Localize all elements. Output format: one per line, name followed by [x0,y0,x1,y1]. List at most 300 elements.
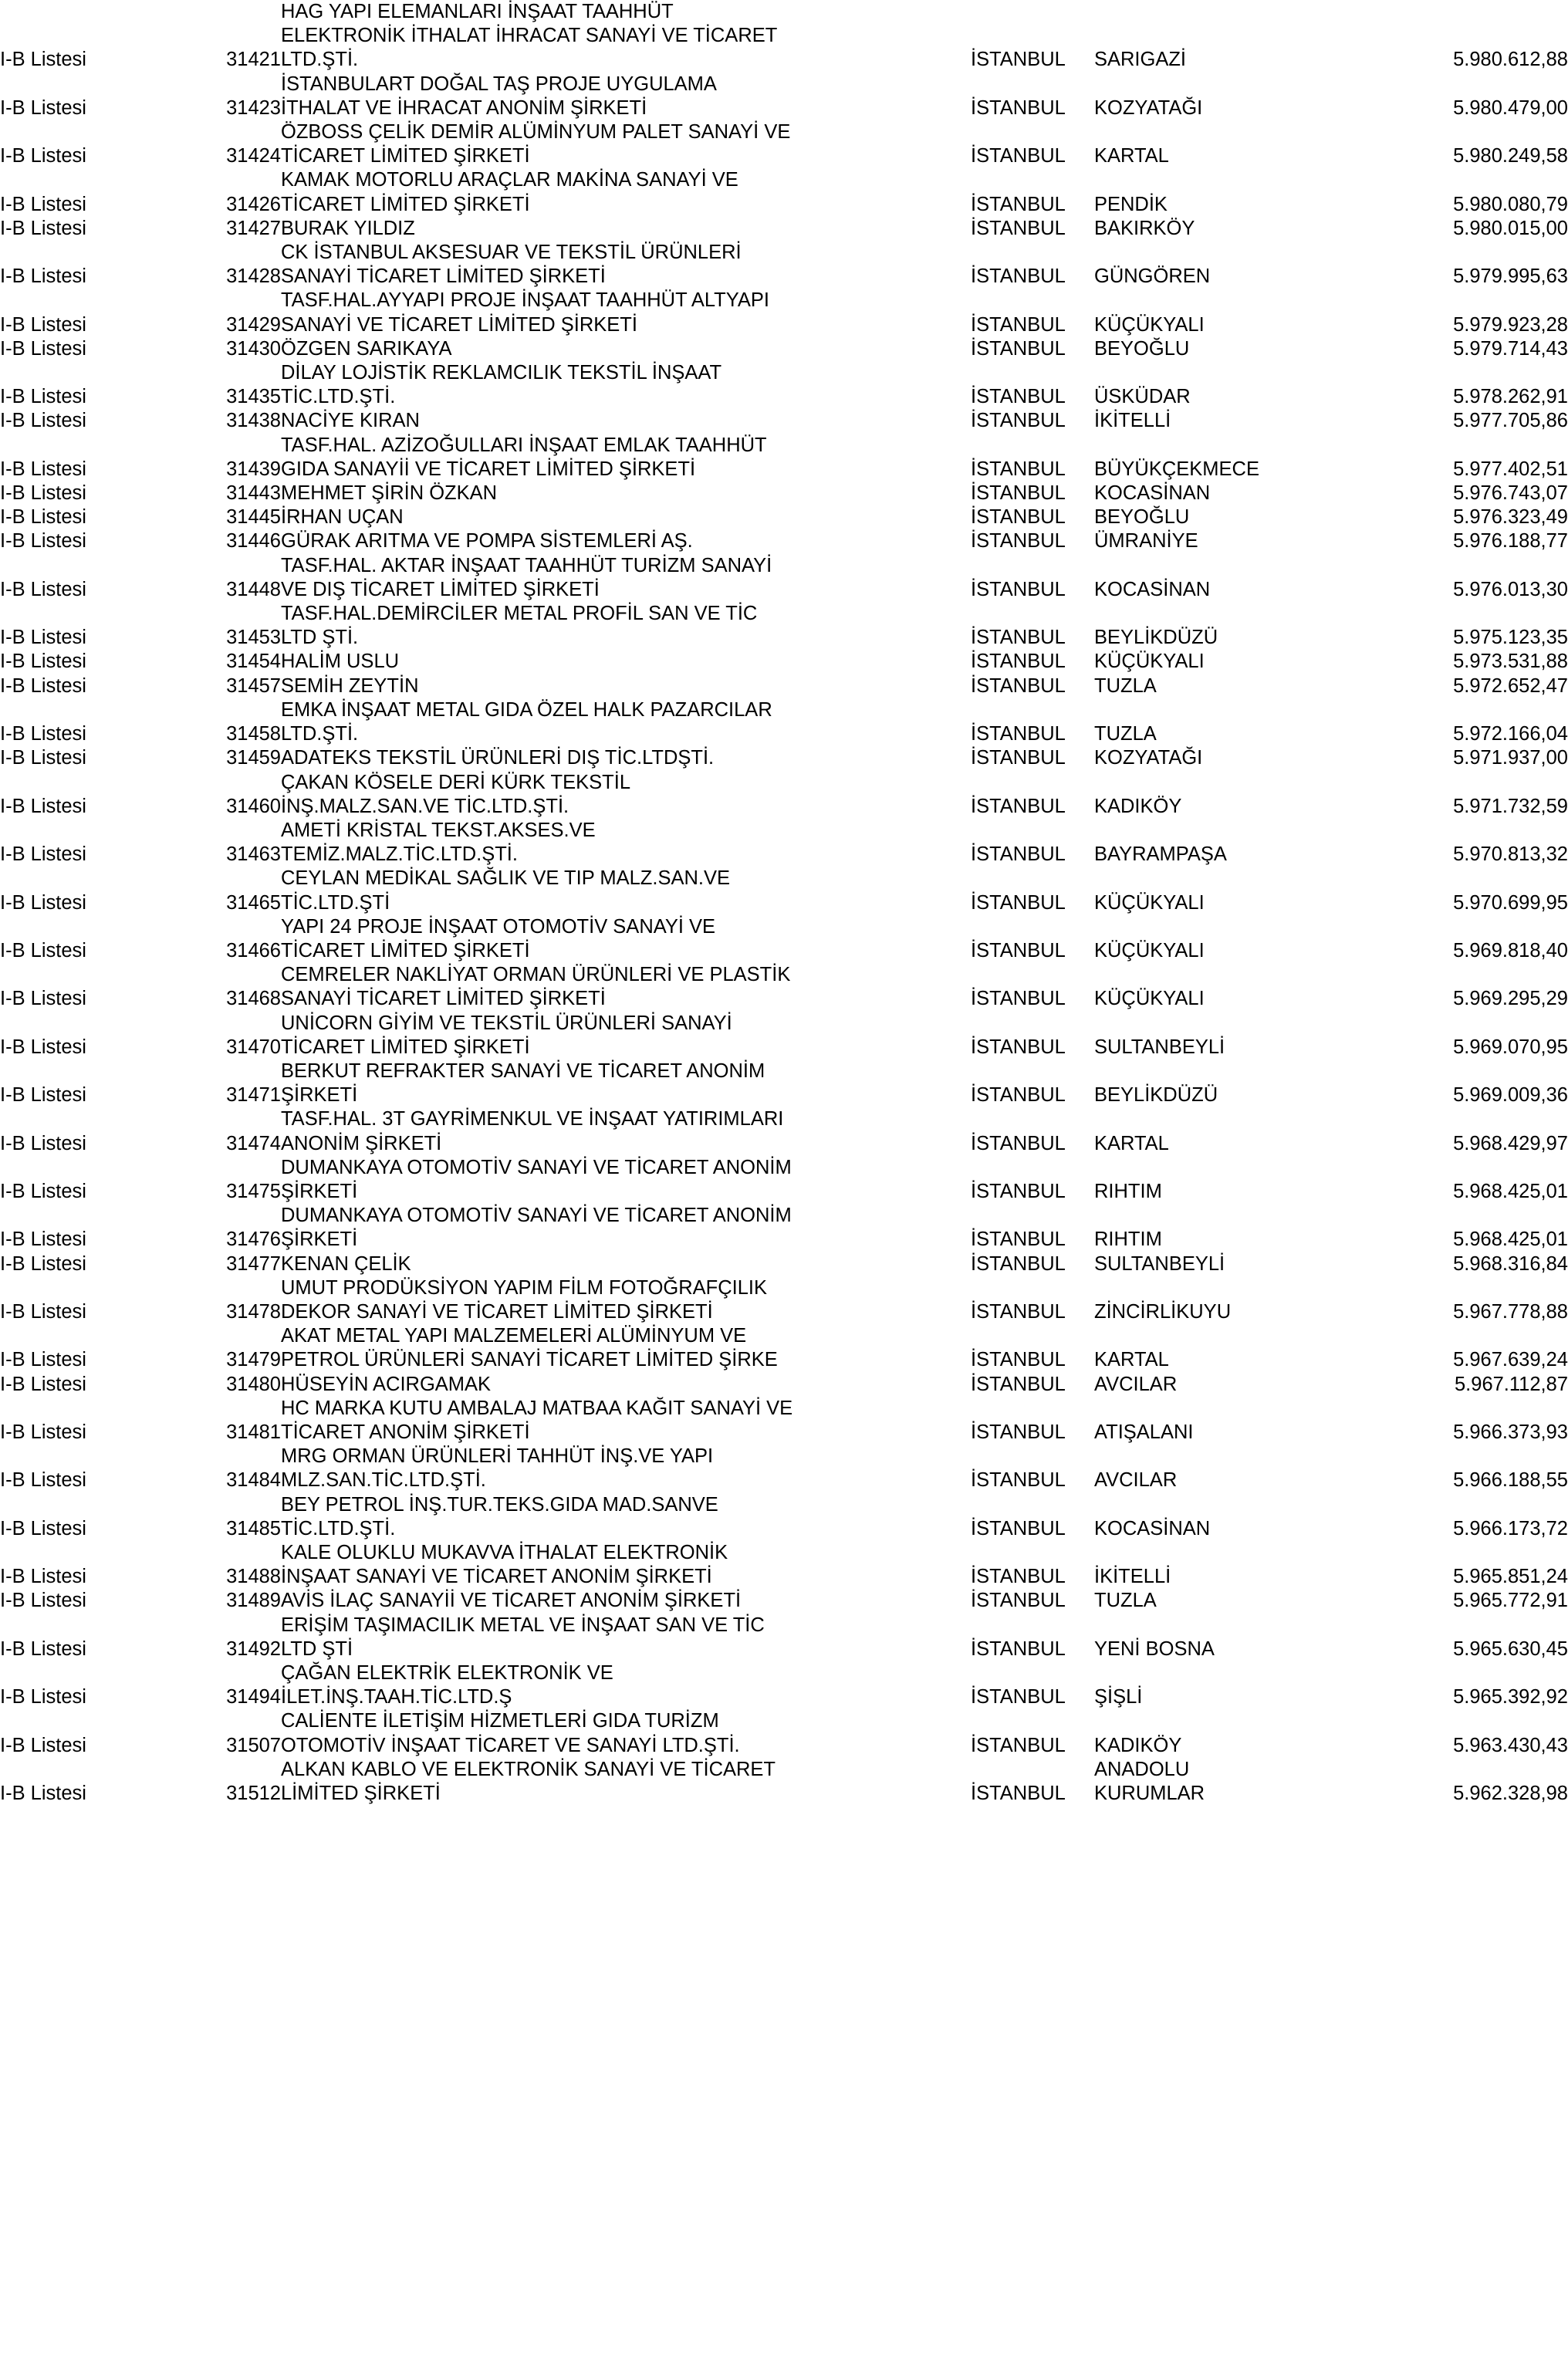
cell-tax-office: KARTAL [1094,1132,1169,1154]
company-name-lines [281,1614,971,1661]
table-row [0,1758,1568,1806]
company-name-line: TİC.LTD.ŞTİ. [281,386,396,408]
cell-tax-office: KARTAL [1094,145,1169,167]
cell-city: İSTANBUL [971,795,1066,817]
cell-tax-office: KÜÇÜKYALI [1094,891,1205,914]
cell-tax-office: BAYRAMPAŞA [1094,843,1227,866]
cell-tax-office: BAKIRKÖY [1094,217,1195,239]
cell-record-no: 31466 [226,939,281,962]
cell-tax-office: RIHTIM [1094,1180,1162,1202]
cell-record-no: 31463 [226,843,281,866]
cell-company-name [281,409,971,433]
company-name-line: LİMİTED ŞİRKETİ [281,1783,441,1805]
company-name-lines [281,529,971,553]
cell-list-type: I-B Listesi [0,1036,86,1058]
cell-list-type: I-B Listesi [0,1132,86,1154]
company-name-lines [281,746,971,770]
company-name-lines [281,1204,971,1252]
cell-amount: 5.969.009,36 [1453,1084,1568,1107]
company-name-line: OTOMOTİV İNŞAAT TİCARET VE SANAYİ LTD.ŞTİ. [281,1734,740,1756]
cell-city: İSTANBUL [971,723,1066,745]
cell-amount: 5.968.425,01 [1453,1180,1568,1202]
cell-company-name [281,289,971,336]
company-name-line: GIDA SANAYİİ VE TİCARET LİMİTED ŞİRKETİ [281,458,696,480]
table-row [0,289,1568,336]
cell-tax-office: ŞİŞLİ [1094,1686,1143,1708]
cell-list-type: I-B Listesi [0,410,86,432]
cell-record-no: 31494 [226,1686,281,1708]
cell-company-name [281,1012,971,1060]
company-name-lines [281,1541,971,1589]
cell-record-no: 31457 [226,674,281,697]
table-row [0,1373,1568,1397]
company-name-line: MLZ.SAN.TİC.LTD.ŞTİ. [281,1469,486,1492]
cell-company-name [281,1661,971,1709]
cell-record-no: 31478 [226,1300,281,1323]
cell-list-type: I-B Listesi [0,530,86,553]
company-name-lines [281,120,971,168]
cell-record-no: 31430 [226,337,281,360]
cell-record-no: 31435 [226,386,281,408]
company-name-line: NACİYE KIRAN [281,410,420,432]
cell-record-no: 31445 [226,506,281,529]
cell-list-type: I-B Listesi [0,674,86,697]
table-row [0,529,1568,553]
company-name-lines [281,963,971,1011]
cell-company-name [281,674,971,698]
cell-company-name [281,698,971,746]
cell-list-type: I-B Listesi [0,96,86,119]
cell-city: İSTANBUL [971,891,1066,914]
cell-city: İSTANBUL [971,1517,1066,1539]
cell-amount: 5.979.995,63 [1453,265,1568,288]
cell-company-name [281,1541,971,1589]
cell-tax-office: SULTANBEYLİ [1094,1252,1225,1275]
cell-record-no: 31460 [226,795,281,817]
company-name-line: SANAYİ TİCARET LİMİTED ŞİRKETİ [281,265,606,288]
table-row [0,168,1568,216]
cell-record-no: 31428 [226,265,281,288]
cell-company-name [281,1709,971,1757]
cell-city: İSTANBUL [971,1252,1066,1275]
cell-amount: 5.980.249,58 [1453,145,1568,167]
company-name-line: ÇAĞAN ELEKTRİK ELEKTRONİK VE [281,1662,613,1685]
company-name-lines [281,867,971,914]
cell-amount: 5.969.070,95 [1453,1036,1568,1058]
cell-company-name [281,1614,971,1661]
company-name-line: UNİCORN GİYİM VE TEKSTİL ÜRÜNLERİ SANAYİ [281,1012,732,1034]
table-row [0,771,1568,819]
company-name-lines [281,1012,971,1060]
company-name-line: VE DIŞ TİCARET LİMİTED ŞİRKETİ [281,578,600,600]
cell-amount: 5.967.112,87 [1455,1373,1568,1395]
company-name-line: KAMAK MOTORLU ARAÇLAR MAKİNA SANAYİ VE [281,169,738,191]
company-name-lines [281,1276,971,1324]
company-name-line: İNŞ.MALZ.SAN.VE TİC.LTD.ŞTİ. [281,795,569,817]
cell-tax-office: TUZLA [1094,1590,1157,1612]
company-name-line: UMUT PRODÜKSİYON YAPIM FİLM FOTOĞRAFÇILIK [281,1276,768,1299]
company-name-line: EMKA İNŞAAT METAL GIDA ÖZEL HALK PAZARCILAR [281,698,772,721]
cell-company-name [281,529,971,553]
table-row [0,1493,1568,1541]
company-name-lines [281,434,971,482]
cell-city: İSTANBUL [971,1349,1066,1371]
cell-list-type: I-B Listesi [0,651,86,673]
table-row [0,650,1568,674]
table-row [0,602,1568,650]
cell-list-type: I-B Listesi [0,265,86,288]
cell-city: İSTANBUL [971,1132,1066,1154]
company-name-line: TİC.LTD.ŞTİ [281,891,390,914]
cell-record-no: 31512 [226,1783,281,1805]
company-name-line: TASF.HAL. AKTAR İNŞAAT TAAHHÜT TURİZM SANAYİ [281,554,772,576]
cell-city: İSTANBUL [971,49,1066,71]
cell-city: İSTANBUL [971,747,1066,769]
cell-company-name [281,650,971,674]
cell-tax-office: RIHTIM [1094,1229,1162,1251]
company-name-line: ANONİM ŞİRKETİ [281,1132,442,1154]
cell-record-no: 31454 [226,651,281,673]
cell-record-no: 31485 [226,1517,281,1539]
company-name-line: ÇAKAN KÖSELE DERİ KÜRK TEKSTİL [281,771,630,793]
company-name-line: TİCARET LİMİTED ŞİRKETİ [281,193,530,215]
table-row [0,674,1568,698]
cell-company-name [281,241,971,289]
cell-city: İSTANBUL [971,988,1066,1010]
company-name-line: DİLAY LOJİSTİK REKLAMCILIK TEKSTİL İNŞAAT [281,362,722,384]
cell-record-no: 31470 [226,1036,281,1058]
cell-amount: 5.980.479,00 [1453,96,1568,119]
cell-city: İSTANBUL [971,1469,1066,1492]
company-name-lines [281,650,971,674]
cell-tax-office: SULTANBEYLİ [1094,1036,1225,1058]
cell-city: İSTANBUL [971,482,1066,505]
company-name-lines [281,1252,971,1276]
table-row [0,337,1568,361]
cell-tax-office: KÜÇÜKYALI [1094,988,1205,1010]
cell-city: İSTANBUL [971,1300,1066,1323]
company-name-lines [281,674,971,698]
cell-company-name [281,482,971,505]
table-row [0,434,1568,482]
company-name-line: CEMRELER NAKLİYAT ORMAN ÜRÜNLERİ VE PLASTİK [281,964,791,986]
cell-tax-office: KADIKÖY [1094,795,1182,817]
table-row [0,505,1568,529]
cell-city: İSTANBUL [971,506,1066,529]
cell-list-type: I-B Listesi [0,313,86,336]
table-row [0,1012,1568,1060]
cell-list-type: I-B Listesi [0,1783,86,1805]
table-row [0,1107,1568,1155]
cell-company-name [281,168,971,216]
cell-city: İSTANBUL [971,1373,1066,1395]
cell-city: İSTANBUL [971,939,1066,962]
cell-company-name [281,1445,971,1492]
cell-tax-office: KÜÇÜKYALI [1094,313,1205,336]
company-name-line: ŞİRKETİ [281,1229,358,1251]
company-name-line: ÖZGEN SARIKAYA [281,337,452,360]
company-name-line: TİCARET LİMİTED ŞİRKETİ [281,1036,530,1058]
cell-tax-office: KOCASİNAN [1094,578,1211,600]
table-row [0,1541,1568,1589]
cell-company-name [281,746,971,770]
table-row [0,1156,1568,1204]
cell-company-name [281,771,971,819]
cell-company-name [281,867,971,914]
cell-city: İSTANBUL [971,674,1066,697]
cell-city: İSTANBUL [971,1590,1066,1612]
cell-record-no: 31507 [226,1734,281,1756]
cell-record-no: 31465 [226,891,281,914]
cell-record-no: 31481 [226,1421,281,1443]
company-name-lines [281,337,971,361]
cell-tax-office: KARTAL [1094,1349,1169,1371]
cell-city: İSTANBUL [971,458,1066,480]
cell-tax-office: TUZLA [1094,674,1157,697]
cell-city: İSTANBUL [971,578,1066,600]
table-row [0,409,1568,433]
company-name-line: CALİENTE İLETİŞİM HİZMETLERİ GIDA TURİZM [281,1710,719,1732]
company-name-line: HALİM USLU [281,651,400,673]
cell-list-type: I-B Listesi [0,482,86,505]
cell-list-type: I-B Listesi [0,386,86,408]
cell-record-no: 31468 [226,988,281,1010]
company-name-lines [281,602,971,650]
tax-office-lines [1094,1758,1340,1806]
cell-tax-office: KOCASİNAN [1094,482,1211,505]
table-row [0,746,1568,770]
company-name-line: ADATEKS TEKSTİL ÜRÜNLERİ DIŞ TİC.LTDŞTİ. [281,747,715,769]
cell-city: İSTANBUL [971,1566,1066,1588]
cell-city: İSTANBUL [971,313,1066,336]
cell-city: İSTANBUL [971,1229,1066,1251]
cell-record-no: 31443 [226,482,281,505]
table-row [0,963,1568,1011]
cell-tax-office: BEYOĞLU [1094,506,1190,529]
company-name-line: ALKAN KABLO VE ELEKTRONİK SANAYİ VE TİCARET [281,1758,776,1780]
cell-tax-office: BEYLİKDÜZÜ [1094,1084,1218,1107]
cell-tax-office: BEYLİKDÜZÜ [1094,627,1218,649]
company-name-line: SANAYİ TİCARET LİMİTED ŞİRKETİ [281,988,606,1010]
cell-company-name [281,1156,971,1204]
company-name-line: TEMİZ.MALZ.TİC.LTD.ŞTİ. [281,843,518,866]
table-row [0,698,1568,746]
cell-record-no: 31489 [226,1590,281,1612]
company-name-line: PETROL ÜRÜNLERİ SANAYİ TİCARET LİMİTED ŞİRKE [281,1349,778,1371]
cell-tax-office: YENİ BOSNA [1094,1637,1215,1660]
cell-company-name [281,1276,971,1324]
cell-company-name [281,505,971,529]
cell-amount: 5.977.705,86 [1453,410,1568,432]
cell-record-no: 31488 [226,1566,281,1588]
company-name-lines [281,1493,971,1541]
company-name-line: TİCARET LİMİTED ŞİRKETİ [281,145,530,167]
company-name-line: ERİŞİM TAŞIMACILIK METAL VE İNŞAAT SAN VE TİC [281,1614,765,1636]
table-row [0,1276,1568,1324]
company-name-lines [281,1324,971,1372]
table-row [0,1589,1568,1613]
cell-amount: 5.980.612,88 [1453,49,1568,71]
cell-company-name [281,819,971,867]
cell-amount: 5.967.778,88 [1453,1300,1568,1323]
cell-tax-office: AVCILAR [1094,1469,1178,1492]
cell-amount: 5.969.818,40 [1453,939,1568,962]
cell-record-no: 31448 [226,578,281,600]
cell-amount: 5.976.323,49 [1453,506,1568,529]
cell-amount: 5.965.630,45 [1453,1637,1568,1660]
company-name-lines [281,1445,971,1492]
cell-amount: 5.968.425,01 [1453,1229,1568,1251]
cell-tax-office: GÜNGÖREN [1094,265,1211,288]
company-name-line: SEMİH ZEYTİN [281,674,419,697]
company-name-lines [281,1709,971,1757]
cell-tax-office [1094,1758,1340,1806]
cell-list-type: I-B Listesi [0,337,86,360]
cell-city: İSTANBUL [971,530,1066,553]
cell-tax-office: BEYOĞLU [1094,337,1190,360]
cell-amount: 5.967.639,24 [1453,1349,1568,1371]
cell-list-type: I-B Listesi [0,1421,86,1443]
cell-list-type: I-B Listesi [0,1734,86,1756]
company-name-lines [281,73,971,120]
table-row [0,1397,1568,1445]
company-name-line: TİCARET ANONİM ŞİRKETİ [281,1421,530,1443]
cell-tax-office: ZİNCİRLİKUYU [1094,1300,1232,1323]
cell-record-no: 31476 [226,1229,281,1251]
table-row [0,1204,1568,1252]
cell-company-name [281,120,971,168]
table-row [0,0,1568,73]
cell-city: İSTANBUL [971,217,1066,239]
company-name-line: HAG YAPI ELEMANLARI İNŞAAT TAAHHÜT [281,1,674,22]
cell-list-type: I-B Listesi [0,1373,86,1395]
cell-list-type: I-B Listesi [0,988,86,1010]
cell-list-type: I-B Listesi [0,217,86,239]
cell-record-no: 31427 [226,217,281,239]
company-name-line: CEYLAN MEDİKAL SAĞLIK VE TIP MALZ.SAN.VE [281,867,730,890]
cell-company-name [281,0,971,73]
company-name-lines [281,1589,971,1613]
cell-city: İSTANBUL [971,1686,1066,1708]
cell-record-no: 31458 [226,723,281,745]
company-name-line: ÖZBOSS ÇELİK DEMİR ALÜMİNYUM PALET SANAYİ VE [281,121,791,144]
company-name-line: İNŞAAT SANAYİ VE TİCARET ANONİM ŞİRKETİ [281,1566,712,1588]
company-name-line: LTD ŞTİ [281,1637,353,1660]
cell-company-name [281,1252,971,1276]
company-name-line: HÜSEYİN ACIRGAMAK [281,1373,492,1395]
cell-city: İSTANBUL [971,193,1066,215]
company-name-line: LTD ŞTİ. [281,627,359,649]
cell-list-type: I-B Listesi [0,747,86,769]
company-name-lines [281,482,971,505]
cell-amount: 5.972.652,47 [1453,674,1568,697]
cell-city: İSTANBUL [971,410,1066,432]
cell-list-type: I-B Listesi [0,1252,86,1275]
cell-list-type: I-B Listesi [0,1517,86,1539]
cell-record-no: 31429 [226,313,281,336]
company-name-line: LTD.ŞTİ. [281,723,359,745]
cell-city: İSTANBUL [971,651,1066,673]
table-row [0,241,1568,289]
cell-list-type: I-B Listesi [0,1349,86,1371]
cell-list-type: I-B Listesi [0,1229,86,1251]
table-row [0,361,1568,409]
cell-city: İSTANBUL [971,1421,1066,1443]
cell-record-no: 31421 [226,49,281,71]
company-name-line: TASF.HAL. AZİZOĞULLARI İNŞAAT EMLAK TAAHHÜT [281,434,767,456]
tax-office-line: ANADOLU [1094,1758,1190,1780]
company-name-lines [281,168,971,216]
cell-city: İSTANBUL [971,337,1066,360]
company-name-line: BERKUT REFRAKTER SANAYİ VE TİCARET ANONİM [281,1060,765,1082]
cell-list-type: I-B Listesi [0,891,86,914]
cell-city: İSTANBUL [971,96,1066,119]
cell-city: İSTANBUL [971,1637,1066,1660]
cell-list-type: I-B Listesi [0,939,86,962]
cell-tax-office: AVCILAR [1094,1373,1178,1395]
cell-amount: 5.965.772,91 [1453,1590,1568,1612]
cell-list-type: I-B Listesi [0,1590,86,1612]
cell-record-no: 31492 [226,1637,281,1660]
company-name-line: TASF.HAL.AYYAPI PROJE İNŞAAT TAAHHÜT ALTYAPI [281,289,769,312]
cell-city: İSTANBUL [971,265,1066,288]
cell-company-name [281,1324,971,1372]
company-name-line: İRHAN UÇAN [281,506,404,529]
company-name-line: İLET.İNŞ.TAAH.TİC.LTD.Ş [281,1686,512,1708]
cell-list-type: I-B Listesi [0,578,86,600]
cell-amount: 5.968.316,84 [1453,1252,1568,1275]
company-name-line: GÜRAK ARITMA VE POMPA SİSTEMLERİ AŞ. [281,530,693,553]
company-name-line: TİCARET LİMİTED ŞİRKETİ [281,939,530,962]
cell-record-no: 31471 [226,1084,281,1107]
cell-list-type: I-B Listesi [0,723,86,745]
cell-amount: 5.966.173,72 [1453,1517,1568,1539]
cell-company-name [281,1204,971,1252]
company-name-line: SANAYİ VE TİCARET LİMİTED ŞİRKETİ [281,313,637,336]
cell-city: İSTANBUL [971,1734,1066,1756]
cell-tax-office: KÜÇÜKYALI [1094,651,1205,673]
company-name-line: DEKOR SANAYİ VE TİCARET LİMİTED ŞİRKETİ [281,1300,713,1323]
cell-city: İSTANBUL [971,1180,1066,1202]
table-row [0,217,1568,241]
company-name-line: LTD.ŞTİ. [281,49,359,71]
company-name-line: BEY PETROL İNŞ.TUR.TEKS.GIDA MAD.SANVE [281,1493,718,1516]
company-name-lines [281,505,971,529]
table-row [0,867,1568,914]
table-row [0,554,1568,602]
cell-amount: 5.977.402,51 [1453,458,1568,480]
cell-amount: 5.980.015,00 [1453,217,1568,239]
company-name-line: TASF.HAL.DEMİRCİLER METAL PROFİL SAN VE TİC [281,603,758,625]
cell-list-type: I-B Listesi [0,1300,86,1323]
cell-company-name [281,1107,971,1155]
cell-list-type: I-B Listesi [0,1686,86,1708]
cell-amount: 5.970.699,95 [1453,891,1568,914]
cell-record-no: 31423 [226,96,281,119]
cell-city: İSTANBUL [971,145,1066,167]
company-name-lines [281,1107,971,1155]
cell-amount: 5.968.429,97 [1453,1132,1568,1154]
cell-list-type: I-B Listesi [0,843,86,866]
company-name-line: DUMANKAYA OTOMOTİV SANAYİ VE TİCARET ANONİM [281,1205,792,1227]
cell-amount: 5.966.188,55 [1453,1469,1568,1492]
company-name-lines [281,554,971,602]
cell-city: İSTANBUL [971,1036,1066,1058]
company-name-lines [281,409,971,433]
company-name-lines [281,771,971,819]
company-name-line: İTHALAT VE İHRACAT ANONİM ŞİRKETİ [281,96,647,119]
company-name-lines [281,217,971,241]
